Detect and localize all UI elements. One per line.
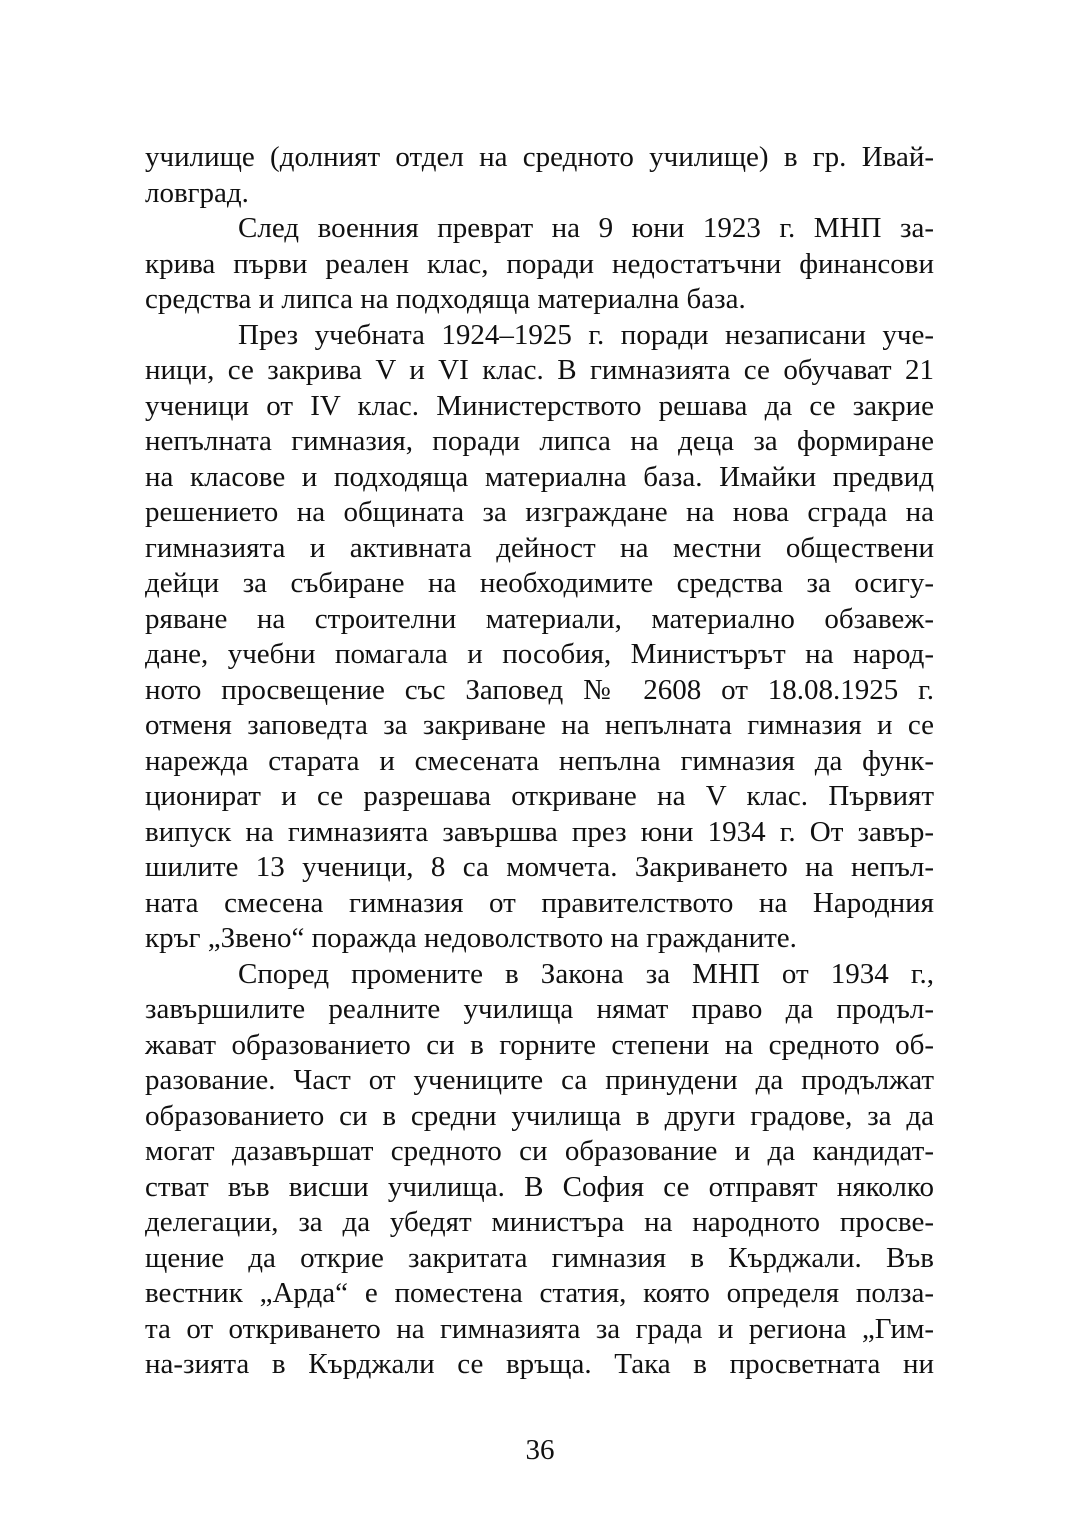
text-line: на-зията в Кърджали се връща. Така в просветната ни (145, 1348, 934, 1380)
text-line: щение да открие закритата гимназия в Кърджали. Във (145, 1241, 934, 1274)
text-line: дане, учебни помагала и пособия, Министърът на народ- (145, 638, 934, 670)
text-line: отменя заповедта за закриване на непълната гимназия и се (145, 709, 934, 741)
text-line: завършилите реалните училища нямат право да продъл- (145, 993, 934, 1025)
text-line: разование. Част от учениците са принудени да продължат (145, 1064, 934, 1096)
text-line: випуск на гимназията завършва през юни 1934 г. От завър- (145, 815, 934, 848)
text-line: След военния преврат на 9 юни 1923 г. МНП за- (238, 212, 934, 244)
text-line: непълната гимназия, поради липса на деца за формиране (145, 425, 934, 457)
text-line: Според промените в Закона за МНП от 1934 г., (238, 957, 934, 990)
text-line: жават образованието си в горните степени на средното об- (145, 1028, 934, 1061)
text-line: ловград. (145, 176, 249, 209)
text-line: ционират и се разрешава откриване на V клас. Първият (145, 780, 934, 812)
text-line: ници, се закрива V и VI клас. В гимназията се обучават 21 (145, 354, 934, 386)
text-line: делегации, за да убедят министъра на народното просве- (145, 1206, 934, 1238)
text-line: вестник „Арда“ е поместена статия, която определя полза- (145, 1277, 934, 1309)
text-line: могат дазавършат средното си образование и да кандидат- (145, 1135, 934, 1167)
body-text (145, 140, 934, 1383)
text-line: нарежда старата и смесената непълна гимназия да функ- (145, 744, 934, 777)
text-line: кръг „Звено“ поражда недоволството на гражданите. (145, 922, 797, 954)
text-line: ното просвещение със Заповед № 2608 от 18.08.1925 г. (145, 673, 934, 706)
text-line: средства и липса на подходяща материална база. (145, 283, 746, 315)
text-line: шилите 13 ученици, 8 са момчета. Закриването на непъл- (145, 851, 934, 883)
text-line: та от откриването на гимназията за града и региона „Гим- (145, 1312, 934, 1345)
text-line: гимназията и активната дейност на местни обществени (145, 531, 934, 564)
text-line: на класове и подходяща материална база. Имайки предвид (145, 460, 934, 493)
text-line: училище (долният отдел на средното училище) в гр. Ивай- (145, 141, 934, 173)
text-line: крива първи реален клас, поради недостатъчни финансови (145, 247, 934, 280)
text-line: образованието си в средни училища в други градове, за да (145, 1099, 934, 1132)
text-line: ряване на строителни материали, материално обзавеж- (145, 602, 934, 635)
text-line: ната смесена гимназия от правителството на Народния (145, 886, 934, 919)
text-line: През учебната 1924–1925 г. поради незаписани уче- (238, 318, 934, 351)
text-line: стват във висши училища. В София се отправят няколко (145, 1170, 934, 1203)
text-line: решението на общината за изграждане на нова сграда на (145, 496, 934, 528)
text-line: дейци за събиране на необходимите средства за осигу- (145, 567, 934, 599)
page-number: 36 (525, 1434, 555, 1466)
text-line: ученици от IV клас. Министерството решава да се закрие (145, 389, 934, 422)
